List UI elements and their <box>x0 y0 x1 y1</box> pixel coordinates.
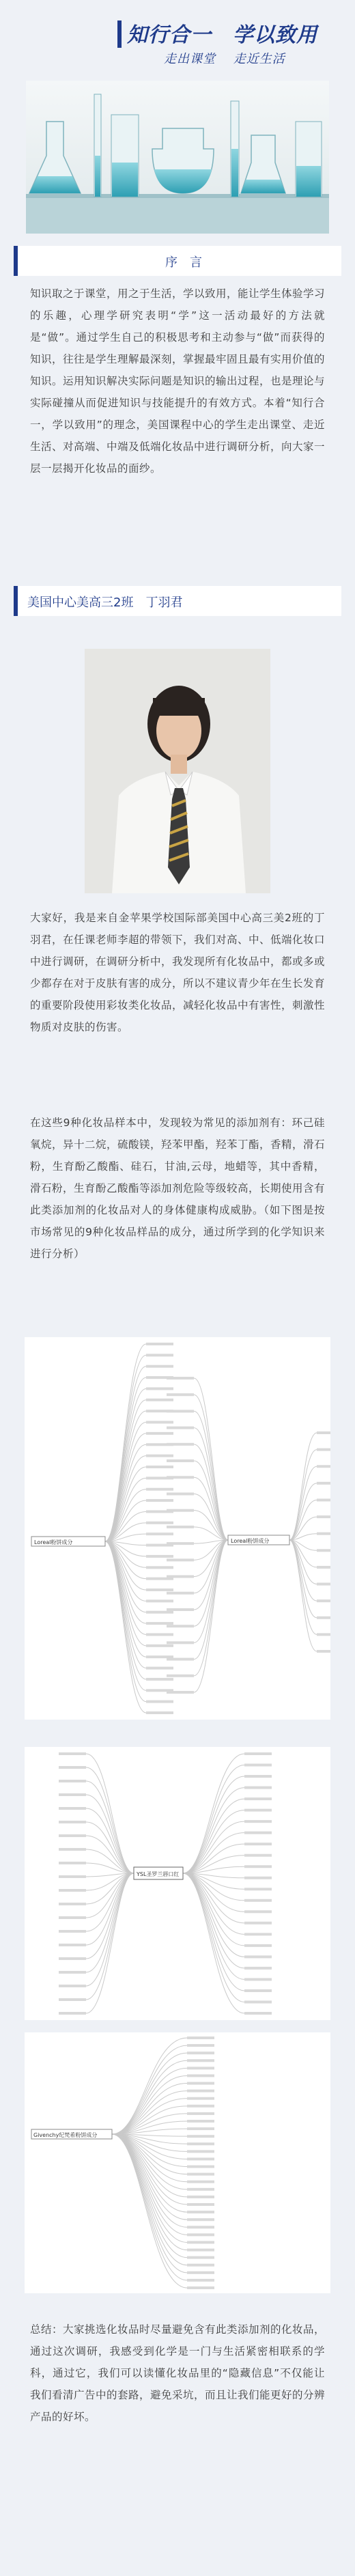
mindmap-leaf-text <box>317 1482 330 1485</box>
mindmap-leaf-text <box>59 1862 86 1864</box>
mindmap-leaf-text <box>146 1343 173 1345</box>
mindmap-branch-line <box>112 2045 187 2134</box>
mindmap-leaf-text <box>187 2279 214 2282</box>
mindmap-leaf-text <box>146 1711 173 1714</box>
mindmap-leaf-text <box>146 1365 173 1368</box>
mindmap-leaf-text <box>167 1608 194 1611</box>
mindmap-leaf-text <box>146 1522 173 1524</box>
mindmap-leaf-text <box>187 2188 214 2191</box>
mindmap-leaf-text <box>187 2097 214 2100</box>
mindmap-leaf-text <box>167 1658 194 1661</box>
mindmap-branch-line <box>86 1873 134 1945</box>
mindmap-leaf-text <box>59 1766 86 1769</box>
mindmap-leaf-text <box>244 1832 272 1834</box>
mindmap-leaf-text <box>146 1466 173 1468</box>
mindmap-givenchy-center-label: Givenchy纪梵希粉饼成分 <box>33 2132 98 2138</box>
mindmap-leaf-text <box>59 1903 86 1905</box>
mindmap-leaf-text <box>167 1476 194 1479</box>
mindmap-branch-line <box>289 1433 317 1540</box>
mindmap-branch-line <box>289 1483 317 1540</box>
mindmap-ysl <box>25 1747 330 2020</box>
mindmap-branch-line <box>105 1400 146 1541</box>
mindmap-leaf-text <box>244 1899 272 1902</box>
mindmap-leaf-text <box>59 1930 86 1933</box>
mindmap-leaf-text <box>187 2090 214 2092</box>
mindmap-leaf-text <box>244 1888 272 1890</box>
mindmap-loreal <box>25 1337 330 1720</box>
mindmap-leaf-text <box>59 1821 86 1823</box>
mindmap-leaf-text <box>167 1492 194 1495</box>
preface-heading: 序 言 <box>165 255 202 270</box>
mindmap-leaf-text <box>146 1354 173 1356</box>
mindmap-leaf-text <box>146 1432 173 1435</box>
mindmap-leaf-text <box>244 1978 272 1980</box>
mindmap-branch-line <box>183 1873 244 1957</box>
mindmap-leaf-text <box>146 1421 173 1424</box>
mindmap-leaf-text <box>146 1532 173 1535</box>
mindmap-leaf-text <box>146 1399 173 1401</box>
mindmap-leaf-text <box>167 1377 194 1380</box>
mindmap-leaf-text <box>146 1622 173 1625</box>
mindmap-leaf-text <box>146 1455 173 1457</box>
mindmap-leaf-text <box>187 2135 214 2138</box>
mindmap-leaf-text <box>59 1889 86 1892</box>
student-portrait-photo <box>85 649 270 893</box>
mindmap-leaf-text <box>244 1955 272 1958</box>
mindmap-leaf-text <box>146 1588 173 1591</box>
mindmap-branch-line <box>289 1540 317 1618</box>
mindmap-leaf-text <box>59 1875 86 1878</box>
mindmap-leaf-text <box>244 1820 272 1823</box>
additives-paragraph: 在这些9种化妆品样本中，发现较为常见的添加剂有：环己硅氧烷，异十二烷，硫酸镁，羟苯甲酯，羟苯丁酯，香精，滑石粉，生育酚乙酸酯、硅石，甘油,云母，地蜡等，其中香精，滑石粉，生育酚乙酸酯等添加剂危险等级较高，长期使用含有此类添加剂的化妆品对人的身体健康构成威胁。（如下图是按市场常见的9种化妆品样品的成分，通过所学到的化学知识来进行分析） <box>30 1117 326 1260</box>
mindmap-branch-line <box>183 1754 244 1873</box>
mindmap-leaf-text <box>146 1499 173 1502</box>
mindmap-leaf-text <box>187 2082 214 2085</box>
mindmap-leaf-text <box>244 1752 272 1755</box>
mindmap-branch-line <box>105 1541 146 1668</box>
mindmap-branch-line <box>112 2134 187 2235</box>
mindmap-leaf-text <box>187 2059 214 2062</box>
mindmap-leaf-text <box>317 1650 330 1653</box>
mindmap-leaf-text <box>244 1933 272 1935</box>
mindmap-branch-line <box>194 1461 228 1540</box>
mindmap-leaf-text <box>146 1667 173 1670</box>
mindmap-leaf-text <box>187 2241 214 2243</box>
mindmap-leaf-text <box>187 2271 214 2274</box>
mindmap-loreal-center-label: Loreal粉饼成分 <box>34 1539 73 1545</box>
mindmap-leaf-text <box>317 1633 330 1636</box>
student-heading: 美国中心美高三2班 丁羽君 <box>27 596 183 610</box>
mindmap-leaf-text <box>187 2074 214 2077</box>
mindmap-branch-line <box>183 1810 244 1873</box>
mindmap-leaf-text <box>167 1427 194 1429</box>
mindmap-leaf-text <box>244 1922 272 1924</box>
mindmap-leaf-text <box>59 1957 86 1960</box>
mindmap-leaf-text <box>244 1967 272 1970</box>
mindmap-leaf-text <box>146 1700 173 1703</box>
mindmap-leaf-text <box>187 2127 214 2130</box>
mindmap-leaf-text <box>187 2286 214 2289</box>
mindmap-leaf-text <box>187 2052 214 2054</box>
mindmap-leaf-text <box>146 1599 173 1602</box>
mindmap-branch-line <box>112 2134 187 2220</box>
mindmap-leaf-text <box>317 1549 330 1552</box>
mindmap-leaf-text <box>59 2012 86 2015</box>
mindmap-leaf-text <box>167 1509 194 1512</box>
mindmap-leaf-text <box>187 2150 214 2153</box>
mindmap-branch-line <box>289 1540 317 1651</box>
mindmap-leaf-text <box>146 1611 173 1614</box>
mindmap-leaf-text <box>167 1542 194 1545</box>
mindmap-branch-line <box>183 1873 244 2002</box>
mindmap-leaf-text <box>317 1566 330 1569</box>
header <box>0 0 355 68</box>
mindmap-leaf-text <box>187 2036 214 2039</box>
mindmap-leaf-text <box>167 1691 194 1694</box>
mindmap-branch-line <box>112 2134 187 2250</box>
mindmap-leaf-text <box>244 1787 272 1789</box>
mindmap-leaf-text <box>317 1515 330 1518</box>
mindmap-leaf-text <box>59 1752 86 1755</box>
mindmap-leaf-text <box>244 1797 272 1800</box>
mindmap-branch-line <box>105 1541 146 1690</box>
mindmap-leaf-text <box>187 2256 214 2259</box>
mindmap-leaf-text <box>317 1465 330 1468</box>
mindmap-givenchy <box>25 2032 330 2293</box>
mindmap-leaf-text <box>187 2173 214 2176</box>
mindmap-branch-line <box>112 2038 187 2134</box>
mindmap-leaf-text <box>167 1410 194 1412</box>
header-accent-bar <box>117 20 122 48</box>
mindmap-leaf-text <box>244 1843 272 1845</box>
mindmap-leaf-text <box>146 1678 173 1681</box>
mindmap-leaf-text <box>187 2196 214 2198</box>
mindmap-leaf-text <box>187 2218 214 2221</box>
mindmap-leaf-text <box>317 1599 330 1602</box>
mindmap-leaf-text <box>244 1989 272 1992</box>
mindmap-leaf-text <box>244 1865 272 1868</box>
mindmap-branch-line <box>183 1821 244 1873</box>
mindmap-leaf-text <box>59 1780 86 1782</box>
mindmap-leaf-text <box>167 1558 194 1561</box>
mindmap-leaf-text <box>187 2226 214 2228</box>
mindmap-ysl-center-label: YSL圣罗兰唇口红 <box>137 1871 180 1877</box>
mindmap-leaf-text <box>317 1616 330 1619</box>
mindmap-leaf-text <box>187 2105 214 2108</box>
mindmap-branch-line <box>183 1799 244 1873</box>
mindmap-leaf-text <box>167 1576 194 1578</box>
mindmap-leaf-text <box>146 1387 173 1390</box>
page-subtitle: 走出课堂 走近生活 <box>164 52 285 66</box>
mindmap-leaf-text <box>244 1877 272 1879</box>
mindmap-leaf-text <box>59 1834 86 1837</box>
student-heading-bar <box>14 586 341 616</box>
mindmap-leaf-text <box>59 1985 86 1987</box>
mindmap-leaf-text <box>244 1910 272 1913</box>
mindmap-leaf-text <box>59 1807 86 1810</box>
mindmap-leaf-text <box>244 2000 272 2003</box>
mindmap-leaf-text <box>146 1488 173 1491</box>
mindmap-leaf-text <box>187 2211 214 2213</box>
mindmap-branch-line <box>86 1873 134 1972</box>
mindmap-leaf-text <box>317 1532 330 1535</box>
mindmap-leaf-text <box>187 2044 214 2047</box>
mindmap-leaf-text <box>146 1633 173 1636</box>
mindmap-leaf-text <box>187 2157 214 2160</box>
mindmap-leaf-text <box>244 1944 272 1947</box>
mindmap-leaf-text <box>244 1854 272 1857</box>
mindmap-branch-line <box>289 1540 317 1634</box>
mindmap-leaf-text <box>167 1443 194 1446</box>
preface-paragraph: 知识取之于课堂，用之于生活，学以致用，能让学生体验学习的乐趣，心理学研究表明“学”这一活动最好的方法就是“做”。通过学生自己的积极思考和主动参与“做”而获得的知识，往往是学生理解最深刻，掌握最牢固且最有实用价值的知识。运用知识解决实际问题是知识的输出过程，也是理论与实际碰撞从而促进知识与技能提升的有效方式。本着“知行合一，学以致用”的理念，美国课程中心的学生走出课堂、走近生活、对高端、中端及低端化妆品中进行调研分析，向大家一层一层揭开化妆品的面纱。 <box>30 288 326 475</box>
mindmap-leaf-text <box>244 1764 272 1767</box>
student-intro-paragraph: 大家好，我是来自金苹果学校国际部美国中心高三美2班的丁羽君，在任课老师李超的带领下，我们对高、中、低端化妆口中进行调研，在调研分析中，我发现所有化妆品中，都或多或少都存在对于皮肤有害的成分，所以不建议青少年在生长发育的重要阶段使用彩妆类化妆品，减轻化妆品中有害性，刺激性物质对皮肤的伤害。 <box>30 912 326 1033</box>
mindmap-leaf-text <box>167 1641 194 1644</box>
mindmap-leaf-text <box>187 2233 214 2236</box>
mindmap-leaf-text <box>59 1916 86 1919</box>
mindmap-leaf-text <box>317 1583 330 1586</box>
mindmap-leaf-text <box>167 1393 194 1396</box>
mindmap-leaf-text <box>317 1448 330 1451</box>
mindmap-leaf-text <box>187 2166 214 2168</box>
mindmap-leaf-text <box>187 2203 214 2206</box>
mindmap-leaf-text <box>187 2249 214 2252</box>
mindmap-branch-line <box>183 1873 244 1946</box>
mindmap-branch-line <box>194 1540 228 1626</box>
summary-paragraph: 总结：大家挑选化妆品时尽量避免含有此类添加剂的化妆品，通过这次调研，我感受到化学是一门与生活紧密相联系的学科，通过它，我们可以读懂化妆品里的“隐藏信息”不仅能让我们看清广告中的套路，避免采坑，而且让我们能更好的分辨产品的好坏。 <box>30 2323 326 2423</box>
lab-glassware-image <box>26 81 329 234</box>
mindmap-leaf-text <box>187 2142 214 2145</box>
mindmap-leaf-text <box>244 1809 272 1812</box>
mindmap-leaf-text <box>146 1555 173 1558</box>
mindmap-leaf-text <box>317 1431 330 1434</box>
mindmap-leaf-text <box>317 1498 330 1501</box>
mindmap-leaf-text <box>187 2264 214 2267</box>
preface-heading-bar <box>14 246 341 276</box>
mindmap-leaf-text <box>187 2120 214 2123</box>
mindmap-leaf-text <box>244 1775 272 1778</box>
mindmap-leaf-text <box>187 2181 214 2183</box>
mindmap-leaf-text <box>244 2012 272 2015</box>
mindmap-leaf-text <box>59 1998 86 2001</box>
mindmap-loreal-side-label: Loreal粉饼成分 <box>231 1538 270 1544</box>
mindmap-leaf-text <box>59 1944 86 1946</box>
mindmap-leaf-text <box>167 1625 194 1627</box>
mindmap-branch-line <box>112 2053 187 2134</box>
mindmap-branch-line <box>112 2134 187 2242</box>
mindmap-leaf-text <box>167 1526 194 1528</box>
mindmap-leaf-text <box>59 1848 86 1851</box>
mindmap-leaf-text <box>146 1566 173 1569</box>
mindmap-branch-line <box>105 1541 146 1702</box>
mindmap-leaf-text <box>59 1793 86 1796</box>
mindmap-leaf-text <box>59 1971 86 1974</box>
mindmap-leaf-text <box>187 2112 214 2115</box>
mindmap-leaf-text <box>167 1675 194 1677</box>
mindmap-leaf-text <box>187 2067 214 2069</box>
mindmap-leaf-text <box>146 1644 173 1647</box>
page-title: 知行合一 学以致用 <box>127 23 317 47</box>
mindmap-leaf-text <box>167 1592 194 1595</box>
mindmap-leaf-text <box>167 1459 194 1462</box>
